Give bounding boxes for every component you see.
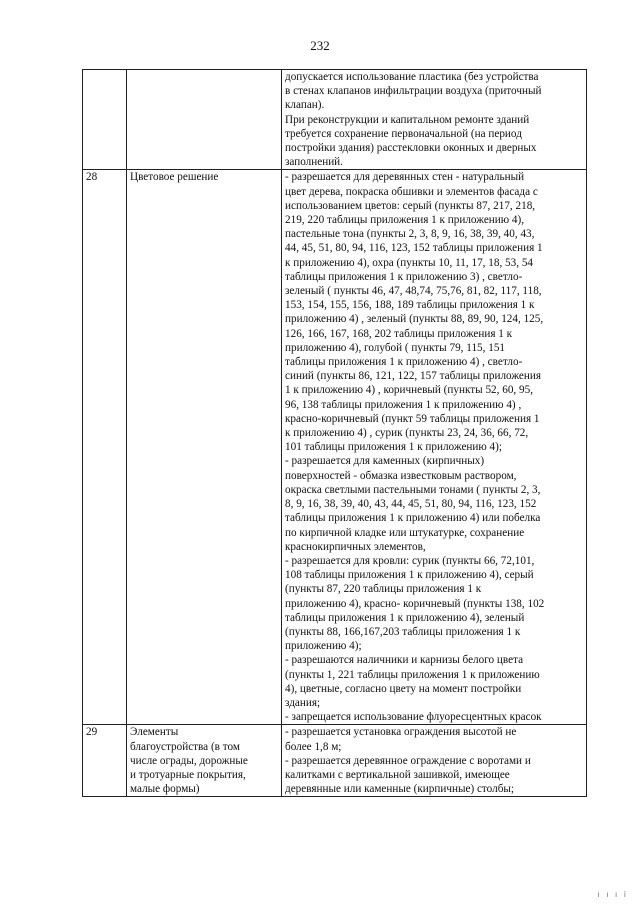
row-element-name [127, 70, 282, 170]
requirement-line: - запрещается использование флуоресцентных красок [285, 711, 542, 724]
requirement-line: - разрешается для деревянных стен - натуральный [285, 171, 525, 184]
requirement-line: таблицы приложения 1 к приложению 3) , светло- [285, 270, 523, 283]
requirement-line: цвет дерева, покраска обшивки и элементов фасада с [285, 185, 538, 198]
row-element-name [127, 170, 282, 725]
row-element-name [127, 725, 282, 797]
table-row [83, 170, 587, 725]
scan-marks: ı ı ı i [597, 890, 628, 899]
requirement-line: красно-коричневый (пункт 59 таблицы приложения 1 [285, 412, 540, 425]
requirement-line: здания; [285, 696, 321, 709]
requirement-line: - разрешаются наличники и карнизы белого цвета [285, 654, 524, 667]
requirement-line: деревянные или каменные (кирпичные) столбы; [285, 783, 515, 796]
element-name-line: числе ограды, дорожные [130, 754, 248, 767]
requirement-line: зеленый ( пункты 46, 47, 48,74, 75,76, 81, 82, 117, 118, [285, 285, 542, 298]
requirement-line: 44, 45, 51, 80, 94, 116, 123, 152 таблицы приложения 1 [285, 242, 543, 255]
requirement-line: к приложению 4) , сурик (пункты 23, 24, 36, 66, 72, [285, 427, 529, 440]
requirement-line: таблицы приложения 1 к приложению 4) , светло- [285, 356, 523, 369]
page-number: 232 [310, 38, 330, 53]
table-row [83, 70, 587, 170]
row-number: 29 [83, 725, 127, 797]
requirement-line: (пункты 87, 220 таблицы приложения 1 к [285, 583, 482, 596]
requirement-line: 96, 138 таблицы приложения 1 к приложению 4) , [285, 398, 522, 411]
element-name-line: благоустройства (в том [130, 740, 240, 753]
requirement-line: требуется сохранение первоначальной (на период [285, 127, 522, 140]
requirement-line: поверхностей - обмазка известковым раствором, [285, 469, 517, 482]
requirement-line: - разрешается деревянное ограждение с воротами и [285, 754, 531, 767]
requirement-line: калитками с вертикальной зашивкой, имеющее [285, 768, 510, 781]
requirement-line: по кирпичной кладке или штукатурке, сохранение [285, 526, 525, 539]
requirement-line: заполнений. [285, 156, 343, 169]
requirement-line: более 1,8 м; [285, 740, 342, 753]
row-number [83, 70, 127, 170]
row-requirements [282, 70, 587, 170]
requirement-line: приложению 4), красно- коричневый (пункты 138, 102 [285, 597, 545, 610]
element-name-line: и тротуарные покрытия, [130, 768, 246, 781]
requirement-line: 101 таблицы приложения 1 к приложению 4); [285, 441, 502, 454]
requirement-line: 219, 220 таблицы приложения 1 к приложению 4), [285, 214, 525, 227]
requirement-line: пастельные тона (пункты 2, 3, 8, 9, 16, 38, 39, 40, 43, [285, 228, 535, 241]
requirement-line: (пункты 1, 221 таблицы приложения 1 к приложению [285, 668, 540, 681]
requirement-line: в стенах клапанов инфильтрации воздуха (приточный [285, 85, 542, 98]
requirement-line: 8, 9, 16, 38, 39, 40, 43, 44, 45, 51, 80, 94, 116, 123, 152 [285, 498, 537, 511]
requirement-line: окраска светлыми пастельными тонами ( пункты 2, 3, [285, 483, 541, 496]
requirement-line: При реконструкции и капитальном ремонте зданий [285, 113, 530, 126]
requirement-line: постройки здания) расстекловки оконных и дверных [285, 142, 537, 155]
requirement-line: использованием цветов: серый (пункты 87, 217, 218, [285, 199, 536, 212]
row-number: 28 [83, 170, 127, 725]
requirement-line: приложению 4) , зеленый (пункты 88, 89, 90, 124, 125, [285, 313, 544, 326]
requirement-line: таблицы приложения 1 к приложению 4), зеленый [285, 611, 525, 624]
requirement-line: - разрешается для каменных (кирпичных) [285, 455, 485, 468]
requirement-line: 1 к приложению 4) , коричневый (пункты 52, 60, 95, [285, 384, 534, 397]
element-name-line: малые формы) [130, 783, 200, 796]
table-row [83, 725, 587, 797]
requirement-line: приложению 4); [285, 640, 362, 653]
requirement-line: краснокирпичных элементов, [285, 540, 426, 553]
requirement-line: приложению 4), голубой ( пункты 79, 115, 151 [285, 341, 506, 354]
requirement-line: таблицы приложения 1 к приложению 4) или побелка [285, 512, 541, 525]
requirement-line: 153, 154, 155, 156, 188, 189 таблицы приложения 1 к [285, 299, 535, 312]
requirement-line: клапан). [285, 99, 325, 112]
element-name-line: Элементы [130, 726, 179, 739]
requirement-line: к приложению 4), охра (пункты 10, 11, 17, 18, 53, 54 [285, 256, 534, 269]
requirement-line: 126, 166, 167, 168, 202 таблицы приложения 1 к [285, 327, 513, 340]
row-requirements [282, 725, 587, 797]
requirement-line: - разрешается установка ограждения высотой не [285, 726, 517, 739]
requirement-line: 108 таблицы приложения 1 к приложению 4), серый [285, 569, 534, 582]
row-requirements [282, 170, 587, 725]
requirement-line: - разрешается для кровли: сурик (пункты 66, 72,101, [285, 554, 535, 567]
regulations-table [82, 69, 587, 797]
requirement-line: синий (пункты 86, 121, 122, 157 таблицы приложения [285, 370, 542, 383]
requirement-line: допускается использование пластика (без устройства [285, 71, 539, 83]
element-name-line: Цветовое решение [130, 171, 219, 184]
requirement-line: 4), цветные, согласно цвету на момент постройки [285, 682, 522, 695]
requirement-line: (пункты 88, 166,167,203 таблицы приложения 1 к [285, 625, 521, 638]
